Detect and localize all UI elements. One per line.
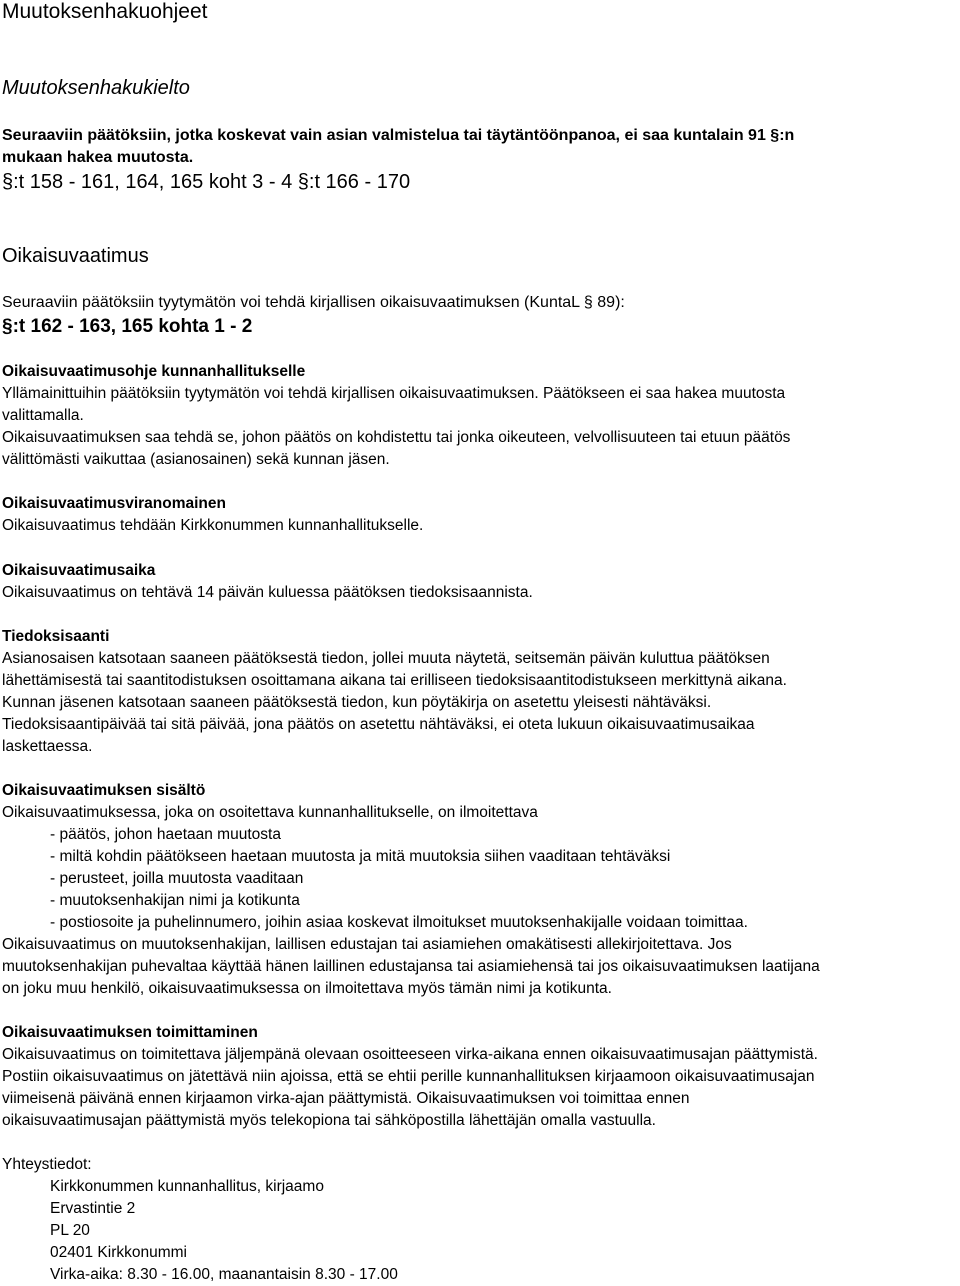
delivery-line: oikaisuvaatimusajan päättymistä myös telekopiona tai sähköpostilla lähettäjän omalla vastuulla. (2, 1112, 656, 1129)
notice-line: lähettämisestä tai saantitodistuksen osoittamana aikana tai erilliseen tiedoksisaantitodistukseen merkittynä aikana. (2, 672, 787, 689)
content-after-line: Oikaisuvaatimus on muutoksenhakijan, laillisen edustajan tai asiamiehen omakätisesti allekirjoitettava. Jos (2, 936, 732, 953)
authority-text: Oikaisuvaatimus tehdään Kirkkonummen kunnanhallitukselle. (2, 517, 424, 534)
content-list-item: - miltä kohdin päätökseen haetaan muutosta ja mitä muutoksia siihen vaaditaan tehtäväksi (50, 848, 671, 865)
ban-heading: Muutoksenhakukielto (2, 77, 190, 99)
content-after-line: on joku muu henkilö, oikaisuvaatimuksessa on ilmoitettava myös tämän nimi ja kotikunta. (2, 980, 612, 997)
content-list-item: - perusteet, joilla muutosta vaaditaan (50, 870, 304, 887)
page-title: Muutoksenhakuohjeet (2, 0, 208, 23)
notice-line: Asianosaisen katsotaan saaneen päätöksestä tiedon, jollei muuta näytetä, seitsemän päivän kuluttua päätöksen (2, 650, 770, 667)
delivery-line: Postiin oikaisuvaatimus on jätettävä niin ajoissa, että se ehtii perille kunnanhallituksen kirjaamoon oikaisuvaatimusajan (2, 1068, 815, 1085)
notice-line: laskettaessa. (2, 738, 93, 755)
content-after-line: muutoksenhakijan puhevaltaa käyttää hänen laillinen edustajansa tai asiamiehensä tai jos oikaisuvaatimuksen laatijana (2, 958, 820, 975)
delivery-line: viimeisenä päivänä ennen kirjaamon virka-ajan päättymistä. Oikaisuvaatimuksen voi toimittaa ennen (2, 1090, 690, 1107)
content-list-item: - päätös, johon haetaan muutosta (50, 826, 281, 843)
content-list-item: - muutoksenhakijan nimi ja kotikunta (50, 892, 300, 909)
ban-text-line-1: Seuraaviin päätöksiin, jotka koskevat vain asian valmistelua tai täytäntöönpanoa, ei saa kuntalain 91 §:n (2, 127, 795, 144)
notice-line: Kunnan jäsenen katsotaan saaneen päätöksestä tiedon, kun pöytäkirja on asetettu yleisesti nähtäväksi. (2, 694, 712, 711)
period-text: Oikaisuvaatimus on tehtävä 14 päivän kuluessa päätöksen tiedoksisaannista. (2, 584, 533, 601)
claim-sections: §:t 162 - 163, 165 kohta 1 - 2 (2, 316, 253, 337)
contact-line: Kirkkonummen kunnanhallitus, kirjaamo (50, 1178, 324, 1195)
notice-heading: Tiedoksisaanti (2, 628, 110, 645)
content-heading: Oikaisuvaatimuksen sisältö (2, 782, 206, 799)
instructions-heading: Oikaisuvaatimusohje kunnanhallitukselle (2, 363, 306, 380)
delivery-heading: Oikaisuvaatimuksen toimittaminen (2, 1024, 258, 1041)
ban-text-line-2: mukaan hakea muutosta. (2, 149, 194, 166)
contact-line: Virka-aika: 8.30 - 16.00, maanantaisin 8.30 - 17.00 (50, 1266, 398, 1283)
contact-line: PL 20 (50, 1222, 90, 1239)
ban-sections: §:t 158 - 161, 164, 165 koht 3 - 4 §:t 166 - 170 (2, 171, 411, 193)
claim-heading: Oikaisuvaatimus (2, 245, 149, 267)
instructions-line: välittömästi vaikuttaa (asianosainen) sekä kunnan jäsen. (2, 451, 390, 468)
instructions-line: Yllämainittuihin päätöksiin tyytymätön voi tehdä kirjallisen oikaisuvaatimuksen. Päätökseen ei saa hakea muutosta (2, 385, 786, 402)
instructions-line: valittamalla. (2, 407, 84, 424)
contact-line: Ervastintie 2 (50, 1200, 136, 1217)
contact-line: 02401 Kirkkonummi (50, 1244, 187, 1261)
contact-label: Yhteystiedot: (2, 1156, 92, 1173)
instructions-line: Oikaisuvaatimuksen saa tehdä se, johon päätös on kohdistettu tai jonka oikeuteen, velvollisuuteen tai etuun päätös (2, 429, 791, 446)
content-intro: Oikaisuvaatimuksessa, joka on osoitettava kunnanhallitukselle, on ilmoitettava (2, 804, 538, 821)
delivery-line: Oikaisuvaatimus on toimitettava jäljempänä olevaan osoitteeseen virka-aikana ennen oikaisuvaatimusajan päättymistä. (2, 1046, 818, 1063)
content-list-item: - postiosoite ja puhelinnumero, joihin asiaa koskevat ilmoitukset muutoksenhakijalle voidaan toimittaa. (50, 914, 748, 931)
authority-heading: Oikaisuvaatimusviranomainen (2, 495, 226, 512)
claim-text: Seuraaviin päätöksiin tyytymätön voi tehdä kirjallisen oikaisuvaatimuksen (KuntaL § 89): (2, 294, 625, 311)
notice-line: Tiedoksisaantipäivää tai sitä päivää, jona päätös on asetettu nähtäväksi, ei oteta lukuun oikaisuvaatimusaikaa (2, 716, 755, 733)
period-heading: Oikaisuvaatimusaika (2, 562, 156, 579)
